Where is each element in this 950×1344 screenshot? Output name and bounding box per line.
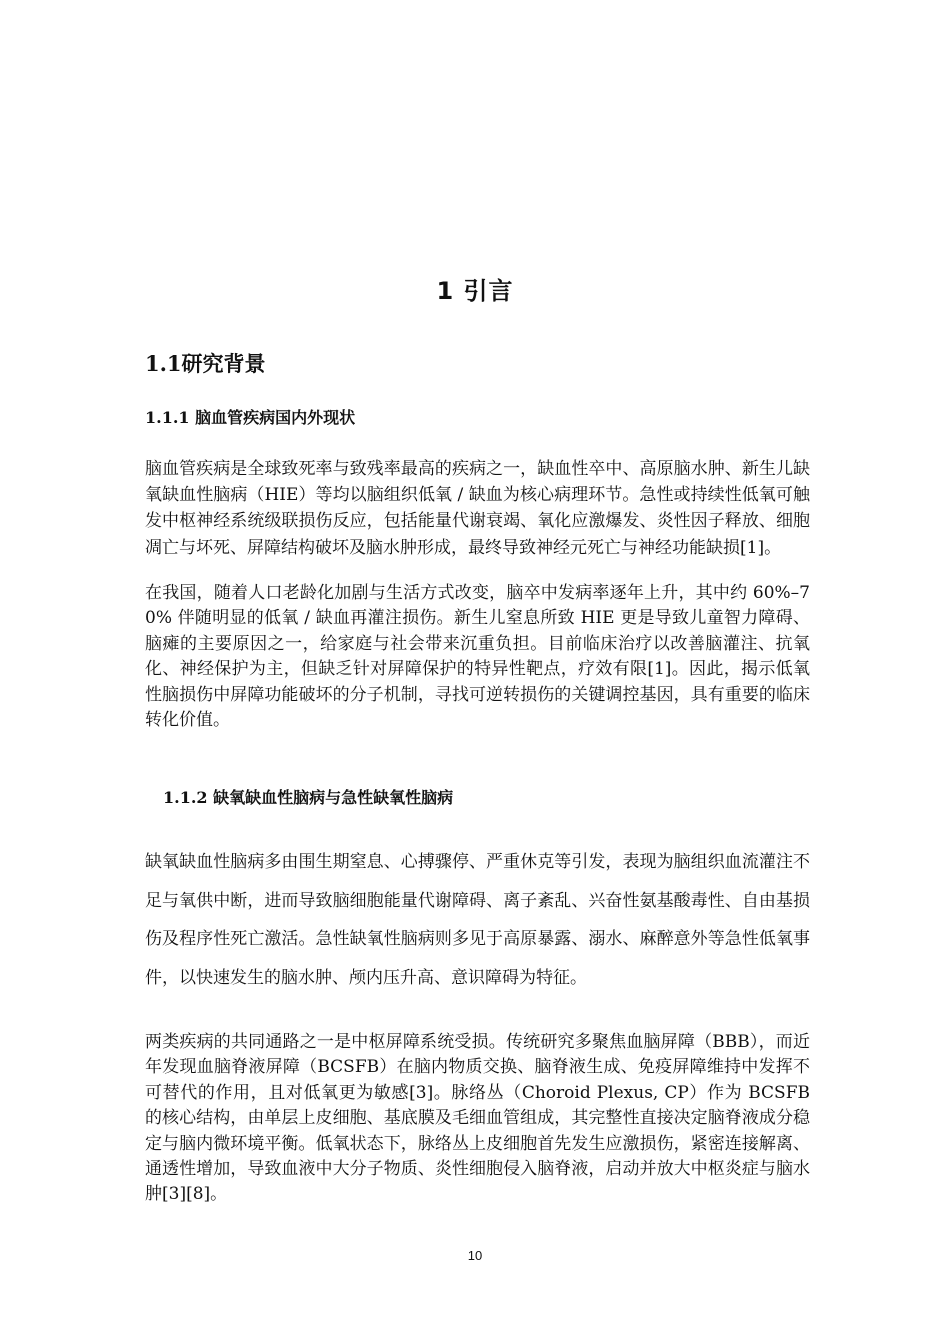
paragraph: 缺氧缺血性脑病多由围生期窒息、心搏骤停、严重休克等引发，表现为脑组织血流灌注不足与氧供中断，进而导致脑细胞能量代谢障碍、离子紊乱、兴奋性氨基酸毒性、自由基损伤及程序性死亡激活。急性缺氧性脑病则多见于高原暴露、溺水、麻醉意外等急性低氧事件，以快速发生的脑水肿、颅内压升高、意识障碍为特征。 xyxy=(145,852,810,989)
subsection-title-1: 1.1.1 脑血管疾病国内外现状 xyxy=(145,408,356,427)
paragraph: 在我国，随着人口老龄化加剧与生活方式改变，脑卒中发病率逐年上升，其中约 60%–70% 伴随明显的低氧 / 缺血再灌注损伤。新生儿窒息所致 HIE 更是导致儿童智力障碍、脑瘫的主要原因之一，给家庭与社会带来沉重负担。目前临床治疗以改善脑灌注、抗氧化、神经保护为主，但缺乏针对屏障保护的特异性靶点，疗效有限[1]。因此，揭示低氧性脑损伤中屏障功能破坏的分子机制，寻找可逆转损伤的关键调控基因，具有重要的临床转化价值。 xyxy=(145,583,810,731)
paragraph: 脑血管疾病是全球致死率与致残率最高的疾病之一，缺血性卒中、高原脑水肿、新生儿缺氧缺血性脑病（HIE）等均以脑组织低氧 / 缺血为核心病理环节。急性或持续性低氧可触发中枢神经系统级联损伤反应，包括能量代谢衰竭、氧化应激爆发、炎性因子释放、细胞凋亡与坏死、屏障结构破坏及脑水肿形成，最终导致神经元死亡与神经功能缺损[1]。 xyxy=(145,459,810,558)
subsection-title-2: 1.1.2 缺氧缺血性脑病与急性缺氧性脑病 xyxy=(163,788,454,807)
paragraph: 两类疾病的共同通路之一是中枢屏障系统受损。传统研究多聚焦血脑屏障（BBB），而近年发现血脑脊液屏障（BCSFB）在脑内物质交换、脑脊液生成、免疫屏障维持中发挥不可替代的作用，且对低氧更为敏感[3]。脉络丛（Choroid Plexus, CP）作为 BCSFB 的核心结构，由单层上皮细胞、基底膜及毛细血管组成，其完整性直接决定脑脊液成分稳定与脑内微环境平衡。低氧状态下，脉络丛上皮细胞首先发生应激损伤，紧密连接解离、通透性增加，导致血液中大分子物质、炎性细胞侵入脑脊液，启动并放大中枢炎症与脑水肿[3][8]。 xyxy=(145,1032,810,1205)
section-title: 1.1研究背景 xyxy=(145,351,266,376)
page-number: 10 xyxy=(467,1248,483,1263)
chapter-title: 1 引言 xyxy=(436,277,514,305)
